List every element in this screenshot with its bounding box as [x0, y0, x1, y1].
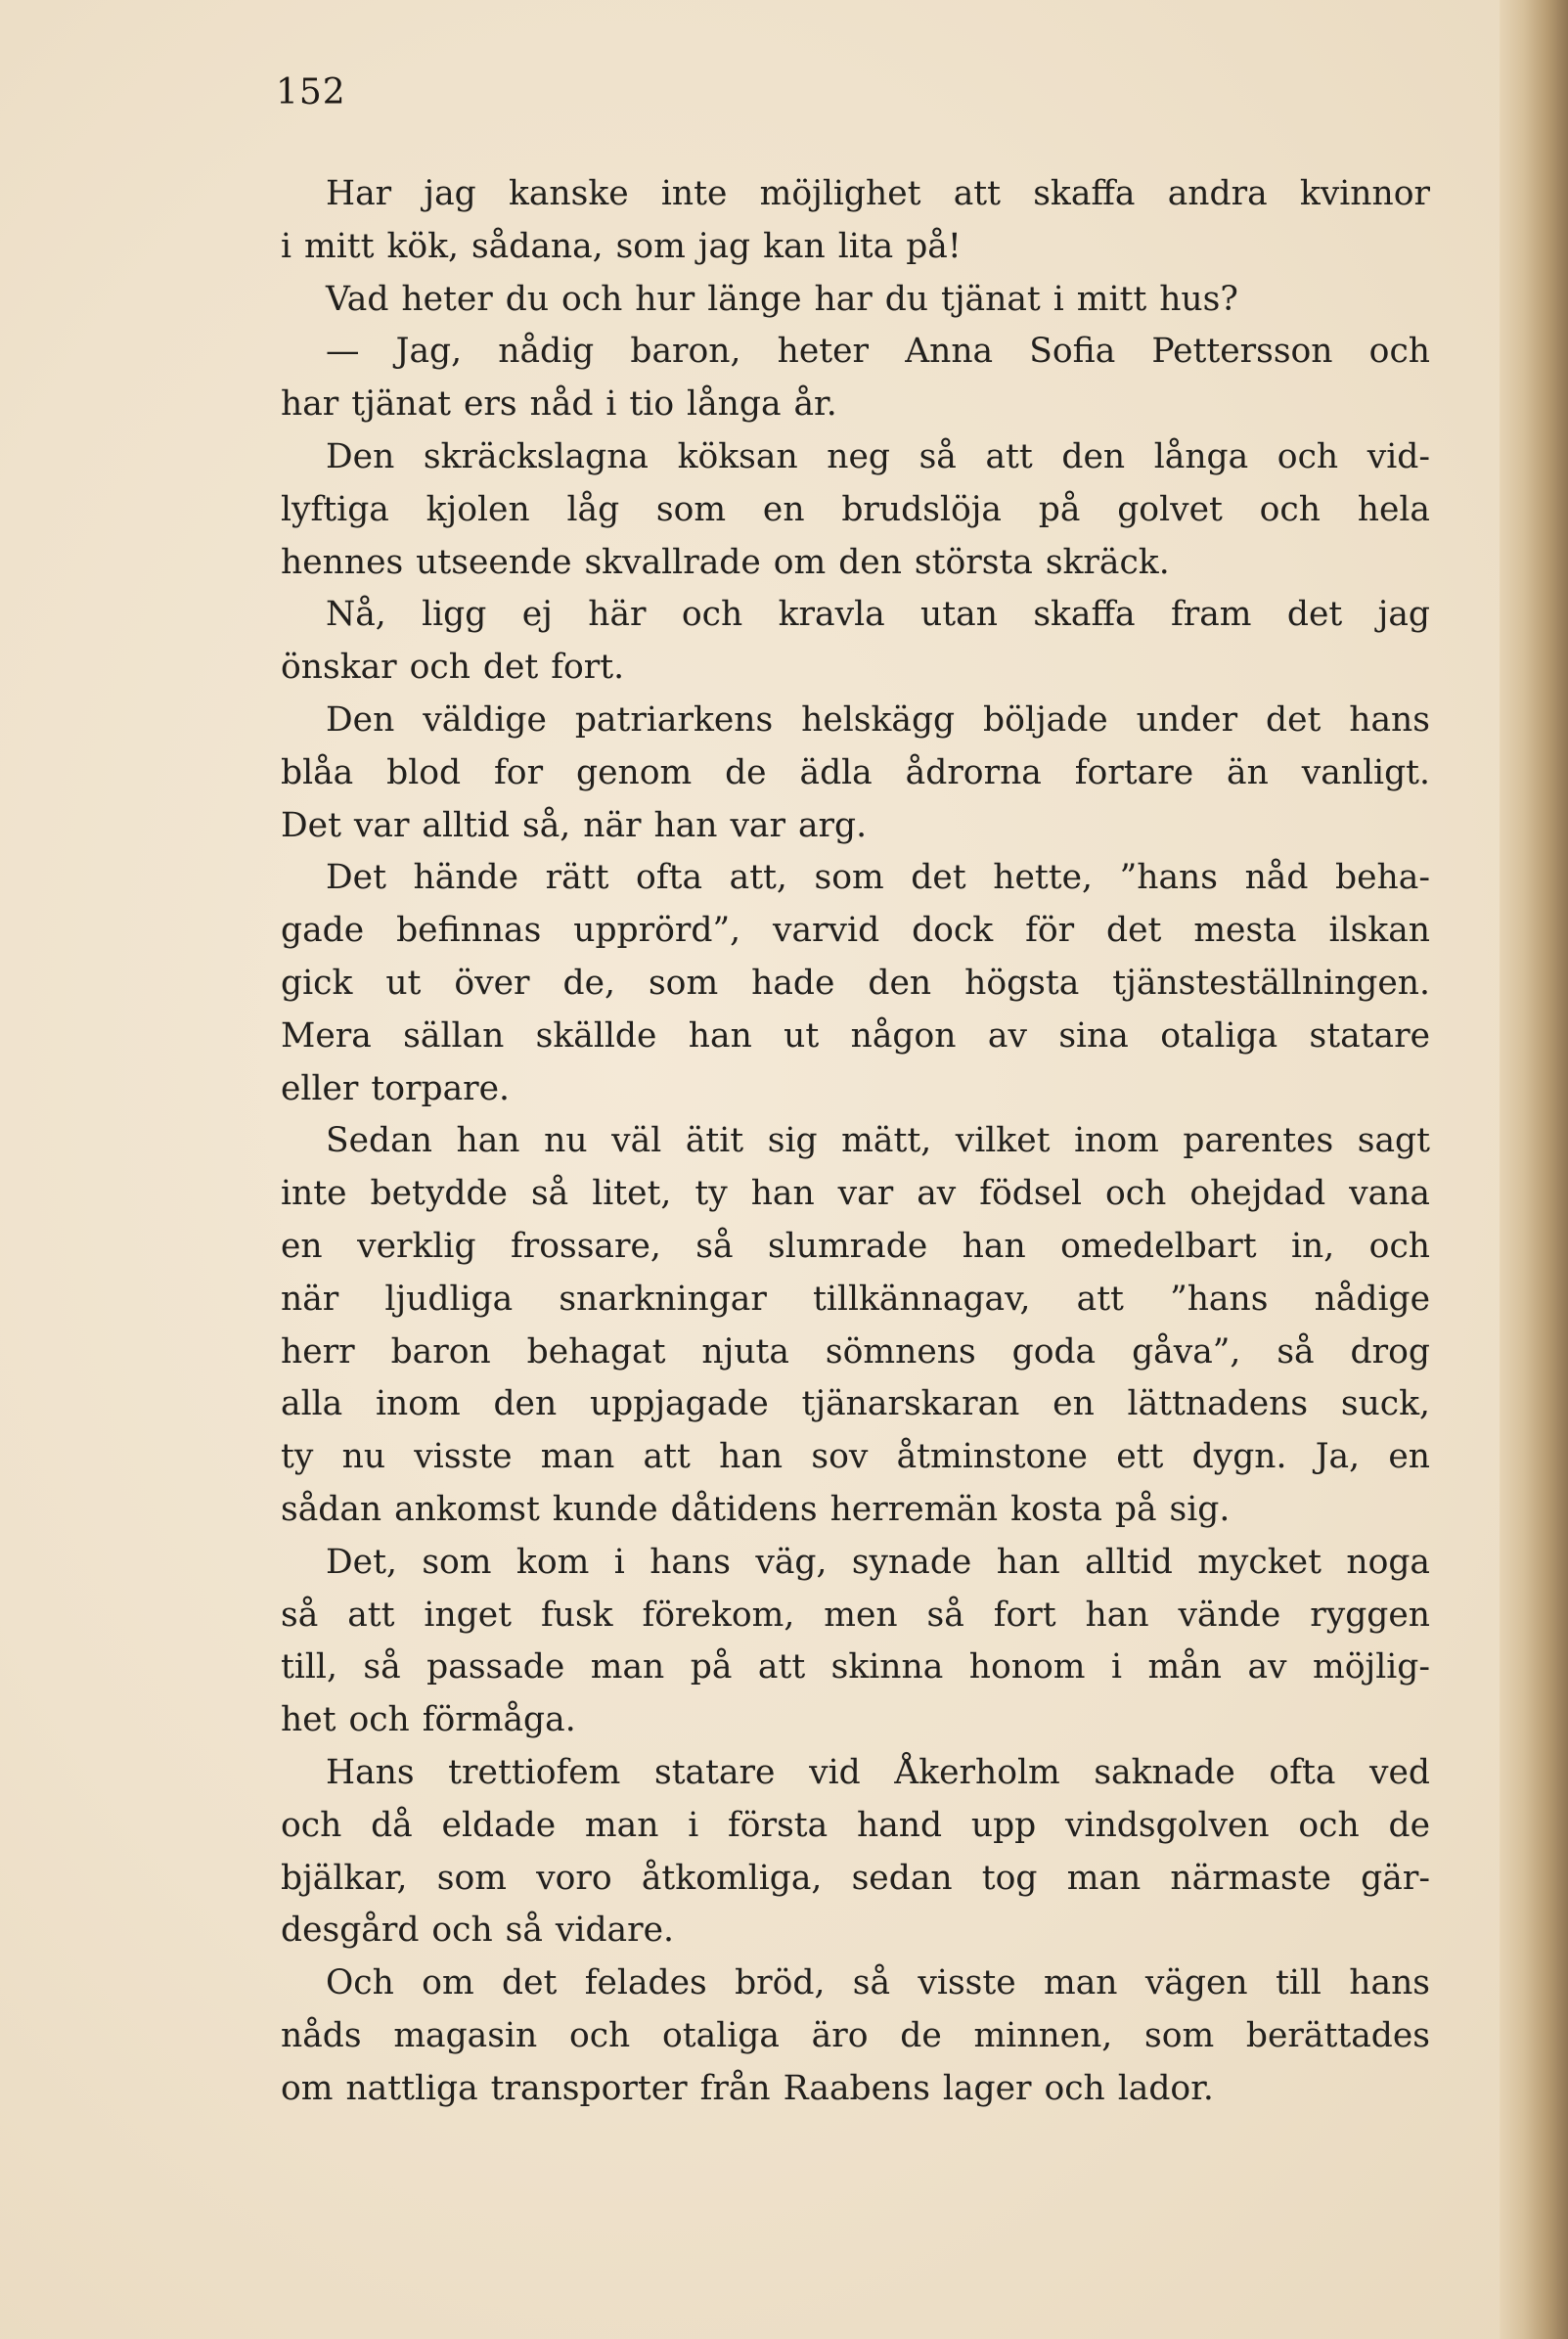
text-line: inte betydde så litet, ty han var av födsel och ohejdad vana — [281, 1174, 1430, 1214]
text-line: i mitt kök, sådana, som jag kan lita på! — [281, 226, 962, 266]
paragraph — [281, 1537, 1430, 1747]
text-line: gick ut över de, som hade den högsta tjänsteställningen. — [281, 963, 1430, 1003]
text-line: blåa blod for genom de ädla ådrorna fortare än vanligt. — [281, 752, 1430, 792]
text-line: Den skräckslagna köksan neg så att den långa och vid- — [326, 436, 1430, 476]
paragraph — [281, 168, 1430, 274]
text-line: eller torpare. — [281, 1068, 511, 1108]
paragraph — [281, 326, 1430, 431]
text-line: Hans trettiofem statare vid Åkerholm saknade ofta ved — [326, 1752, 1430, 1792]
paragraph — [281, 589, 1430, 695]
text-line: så att inget fusk förekom, men så fort han vände ryggen — [281, 1595, 1430, 1635]
text-line: lyftiga kjolen låg som en brudslöja på golvet och hela — [281, 489, 1430, 529]
text-line: till, så passade man på att skinna honom i mån av möjlig- — [281, 1647, 1430, 1687]
text-line: Det hände rätt ofta att, som det hette, ”hans nåd beha- — [326, 858, 1430, 898]
text-line: Sedan han nu väl ätit sig mätt, vilket inom parentes sagt — [326, 1121, 1430, 1161]
text-line: — Jag, nådig baron, heter Anna Sofia Pettersson och — [326, 332, 1430, 372]
text-line: om nattliga transporter från Raabens lager och lador. — [281, 2068, 1214, 2108]
text-line: Det, som kom i hans väg, synade han alltid mycket noga — [326, 1542, 1430, 1582]
text-line: Vad heter du och hur länge har du tjänat i mitt hus? — [326, 279, 1238, 319]
text-line: alla inom den uppjagade tjänarskaran en lättnadens suck, — [281, 1384, 1430, 1424]
page-number: 152 — [276, 72, 346, 112]
body-text — [281, 168, 1430, 2115]
text-line: och då eldade man i första hand upp vindsgolven och de — [281, 1805, 1430, 1845]
text-line: önskar och det fort. — [281, 648, 625, 688]
paragraph — [281, 274, 1430, 327]
paragraph — [281, 431, 1430, 589]
text-line: Har jag kanske inte möjlighet att skaffa andra kvinnor — [326, 174, 1430, 213]
text-line: gade befinnas upprörd”, varvid dock för det mesta ilskan — [281, 911, 1430, 951]
text-line: en verklig frossare, så slumrade han omedelbart in, och — [281, 1226, 1430, 1266]
paragraph — [281, 1957, 1430, 2115]
page-gutter-shadow — [1500, 0, 1568, 2339]
text-line: hennes utseende skvallrade om den största skräck. — [281, 542, 1170, 582]
text-line: het och förmåga. — [281, 1700, 576, 1740]
text-line: nåds magasin och otaliga äro de minnen, som berättades — [281, 2015, 1430, 2055]
text-line: har tjänat ers nåd i tio långa år. — [281, 384, 837, 425]
text-line: ty nu visste man att han sov åtminstone ett dygn. Ja, en — [281, 1437, 1430, 1477]
text-line: Nå, ligg ej här och kravla utan skaffa fram det jag — [326, 595, 1430, 635]
text-line: desgård och så vidare. — [281, 1911, 674, 1951]
text-line: Det var alltid så, när han var arg. — [281, 805, 868, 845]
text-line: när ljudliga snarkningar tillkännagav, att ”hans nådige — [281, 1279, 1430, 1319]
text-line: Den väldige patriarkens helskägg böljade under det hans — [326, 699, 1430, 740]
text-line: bjälkar, som voro åtkomliga, sedan tog man närmaste gär- — [281, 1858, 1430, 1898]
paragraph — [281, 695, 1430, 852]
paragraph — [281, 852, 1430, 1115]
text-line: herr baron behagat njuta sömnens goda gåva”, så drog — [281, 1331, 1430, 1372]
paragraph — [281, 1747, 1430, 1957]
text-line: sådan ankomst kunde dåtidens herremän kosta på sig. — [281, 1489, 1231, 1529]
text-line: Mera sällan skällde han ut någon av sina otaliga statare — [281, 1015, 1430, 1056]
text-line: Och om det felades bröd, så visste man vägen till hans — [326, 1963, 1430, 2003]
paragraph — [281, 1115, 1430, 1536]
